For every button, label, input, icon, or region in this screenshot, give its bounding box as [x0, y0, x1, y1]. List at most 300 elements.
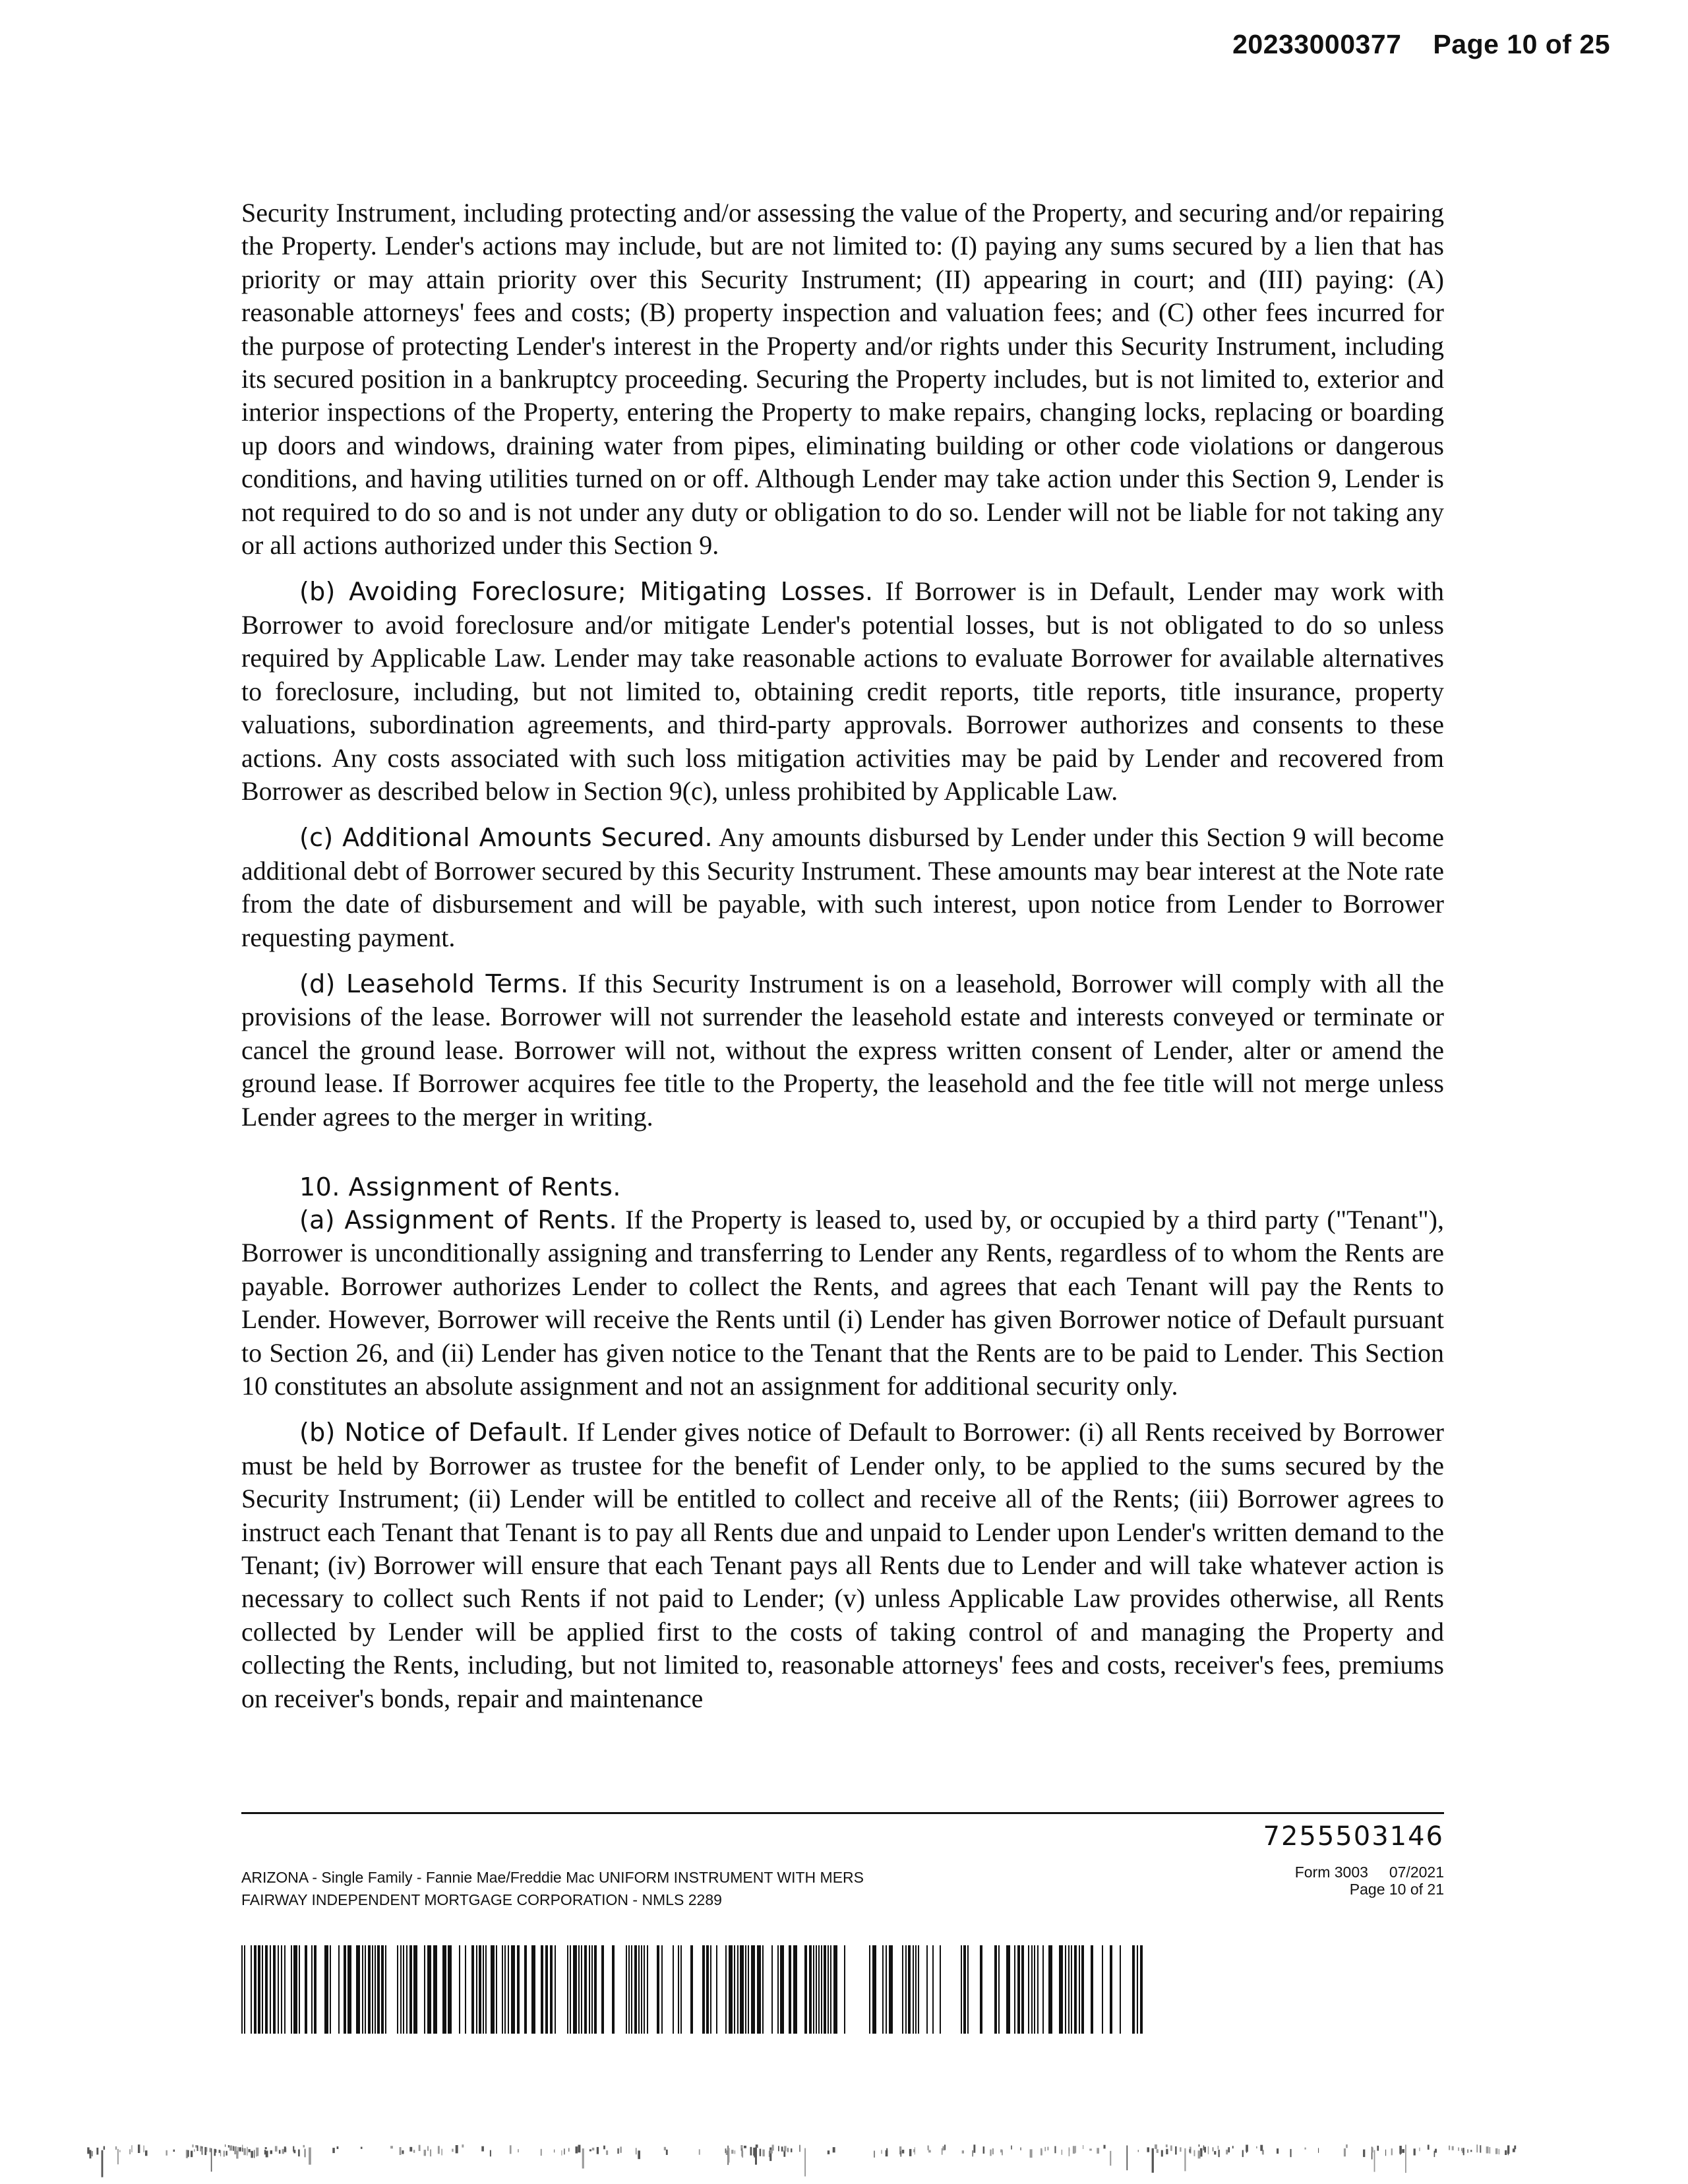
scan-artifact-mark — [1490, 2147, 1491, 2154]
scan-artifact-mark — [332, 2148, 335, 2153]
scan-artifact-mark — [87, 2147, 89, 2154]
scan-artifact-mark — [1189, 2149, 1190, 2152]
text-10a: If the Property is leased to, used by, or occupied by a third party ("Tenant"), Borrower is unconditionally assigning and transferring to Lender any Rents, regardless of to whom the Rents are payable. Borrower authorizes Lender to collect the Rents, and agrees that each Tenant will pay the Rents to Lender. However, Borrower will receive the Rents until (i) Lender has given Borrower notice of Default pursuant to Section 26, and (ii) Lender has given notice to the Tenant that the Rents are to be paid to Lender. This Section 10 constitutes an absolute assignment and not an assignment for additional security only. — [241, 1204, 1444, 1401]
scan-artifact-mark — [1463, 2148, 1464, 2155]
scan-artifact-mark — [881, 2150, 882, 2154]
text-9d: If this Security Instrument is on a leasehold, Borrower will comply with all the provisions of the lease. Borrower will not surrender the leasehold estate and interests conveyed or terminate or cancel the ground lease. Borrower will not, without the express written consent of Lender, alter or amend the ground lease. If Borrower acquires fee title to the Property, the leasehold and the fee title will not merge unless Lender agrees to the merger in writing. — [241, 968, 1444, 1132]
scan-artifact-mark — [1161, 2150, 1163, 2157]
scan-artifact-mark — [582, 2148, 584, 2168]
scan-artifact-mark — [226, 2151, 227, 2156]
barcode-bar — [442, 1945, 446, 2034]
scan-artifact-mark — [762, 2150, 764, 2157]
scan-artifact-mark — [1126, 2146, 1128, 2171]
scan-artifact-mark — [173, 2150, 175, 2152]
scan-artifact-mark — [293, 2146, 294, 2152]
scan-artifact-mark — [901, 2151, 902, 2157]
barcode-bar — [400, 1945, 402, 2034]
barcode-bar — [1068, 1945, 1070, 2034]
barcode-bar — [485, 1945, 487, 2034]
barcode-bar — [994, 1945, 997, 2034]
scan-artifact-mark — [1346, 2144, 1348, 2148]
scan-artifact-mark — [234, 2146, 237, 2154]
scan-artifact-mark — [1157, 2149, 1159, 2153]
scan-artifact-mark — [204, 2147, 206, 2155]
scan-artifact-mark — [1208, 2146, 1209, 2154]
barcode-bar — [570, 1945, 571, 2034]
barcode-bar — [872, 1945, 876, 2034]
scan-artifact-mark — [419, 2145, 421, 2151]
scan-artifact-mark — [603, 2146, 605, 2150]
barcode-bar — [1065, 1945, 1066, 2034]
barcode-bar — [591, 1945, 593, 2034]
scan-artifact-mark — [266, 2151, 268, 2158]
barcode-bar — [1037, 1945, 1039, 2034]
scan-artifact-mark — [726, 2150, 728, 2155]
scan-artifact-mark — [119, 2150, 121, 2152]
barcode-bar — [612, 1945, 615, 2034]
scan-artifact-mark — [1305, 2148, 1306, 2150]
barcode-bar — [882, 1945, 884, 2034]
scan-artifact-mark — [430, 2150, 431, 2157]
barcode-bar — [680, 1945, 682, 2034]
barcode-bar — [762, 1945, 764, 2034]
scan-artifact-mark — [282, 2149, 284, 2154]
scan-artifact-mark — [1458, 2148, 1459, 2151]
scan-artifact-mark — [1097, 2148, 1099, 2154]
scan-artifact-mark — [1104, 2145, 1106, 2149]
scan-artifact-mark — [833, 2147, 835, 2152]
scan-artifact-mark — [592, 2148, 595, 2150]
scan-artifact-mark — [1414, 2148, 1416, 2155]
barcode-bar — [424, 1945, 425, 2034]
barcode-bar — [641, 1945, 642, 2034]
scan-artifact-mark — [1385, 2150, 1386, 2156]
barcode-bar — [789, 1945, 791, 2034]
scan-artifact-mark — [1011, 2146, 1012, 2150]
scan-artifact-mark — [361, 2147, 363, 2149]
scan-artifact-mark — [755, 2147, 757, 2164]
barcode-bar — [347, 1945, 351, 2034]
barcode-bar — [381, 1945, 384, 2034]
scan-artifact-mark — [1054, 2146, 1056, 2154]
scan-artifact-mark — [973, 2144, 975, 2152]
scan-artifact-mark — [104, 2146, 105, 2150]
barcode-bar — [476, 1945, 477, 2034]
barcode-bar — [690, 1945, 693, 2034]
scan-artifact-mark — [1204, 2147, 1206, 2153]
scan-artifact-mark — [462, 2144, 464, 2148]
barcode-bar — [1071, 1945, 1072, 2034]
barcode-bar — [1120, 1945, 1121, 2034]
barcode-bar — [644, 1945, 645, 2034]
scan-artifact-mark — [1175, 2146, 1177, 2155]
scan-artifact-mark — [664, 2147, 666, 2150]
barcode-bar — [330, 1945, 331, 2034]
scan-artifact-mark — [197, 2146, 198, 2152]
scan-artifact-mark — [1505, 2150, 1507, 2155]
scan-artifact-mark — [750, 2147, 752, 2156]
barcode-bar — [365, 1945, 366, 2034]
scan-artifact-mark — [187, 2150, 189, 2157]
barcode-bar — [281, 1945, 282, 2034]
barcode-bar — [409, 1945, 412, 2034]
barcode-bar — [278, 1945, 279, 2034]
scan-artifact-mark — [568, 2148, 569, 2152]
scan-artifact-mark — [1419, 2148, 1420, 2152]
barcode-bar — [284, 1945, 286, 2034]
scan-artifact-mark — [769, 2148, 771, 2162]
barcode-bar — [496, 1945, 497, 2034]
barcode-bar — [397, 1945, 398, 2034]
footer-divider — [241, 1812, 1444, 1814]
barcode-bar — [362, 1945, 363, 2034]
scan-artifact-mark — [990, 2150, 991, 2156]
scan-artifact-mark — [541, 2149, 542, 2156]
scan-artifact-mark — [214, 2149, 216, 2156]
scan-artifact-mark — [760, 2149, 762, 2156]
barcode-bar — [631, 1945, 632, 2034]
barcode-bar — [626, 1945, 627, 2034]
barcode-bar — [780, 1945, 784, 2034]
barcode-bar — [511, 1945, 515, 2034]
scan-artifact-mark — [942, 2148, 943, 2155]
scan-artifact-mark — [90, 2150, 92, 2158]
barcode-bar — [963, 1945, 966, 2034]
barcode-bar — [517, 1945, 520, 2034]
barcode-bar — [368, 1945, 371, 2034]
barcode-bar — [961, 1945, 962, 2034]
scan-artifact-mark — [1477, 2144, 1478, 2152]
scan-artifact-mark — [129, 2149, 131, 2154]
barcode-bar — [291, 1945, 292, 2034]
barcode-bar — [524, 1945, 527, 2034]
recording-stamp — [1232, 29, 1610, 60]
barcode-bar — [940, 1945, 941, 2034]
document-body — [241, 197, 1444, 1728]
barcode-bar — [241, 1945, 243, 2034]
barcode-bar — [828, 1945, 829, 2034]
barcode-bar — [567, 1945, 568, 2034]
scan-artifact-mark — [1428, 2145, 1430, 2150]
scan-artifact-mark — [243, 2148, 246, 2156]
barcode-bar — [913, 1945, 914, 2034]
scan-artifact-mark — [778, 2146, 779, 2151]
scan-artifact-mark — [305, 2149, 306, 2158]
barcode-bar — [777, 1945, 779, 2034]
barcode-bar — [375, 1945, 376, 2034]
barcode-bar — [1028, 1945, 1029, 2034]
barcode-bar — [844, 1945, 845, 2034]
barcode-bar — [706, 1945, 709, 2034]
barcode-bar — [1031, 1945, 1033, 2034]
scan-artifact-mark — [1452, 2146, 1454, 2150]
barcode-bar — [262, 1945, 263, 2034]
barcode-bar — [661, 1945, 663, 2034]
scan-artifact-mark — [219, 2150, 220, 2153]
scan-artifact-mark — [237, 2147, 239, 2155]
barcode-bar — [427, 1945, 431, 2034]
scan-artifact-mark — [1260, 2145, 1263, 2151]
barcode-bar — [413, 1945, 417, 2034]
barcode-bar — [833, 1945, 837, 2034]
barcode-bar — [1021, 1945, 1024, 2034]
barcode-bar — [1137, 1945, 1138, 2034]
form-number: Form 3003 07/2021 — [1294, 1864, 1444, 1881]
scan-artifact-mark — [117, 2149, 119, 2164]
paragraph-10a — [241, 1203, 1444, 1403]
scan-artifact-mark — [510, 2145, 512, 2154]
scan-artifact-mark — [784, 2146, 786, 2151]
barcode-bar — [1048, 1945, 1052, 2034]
barcode-bar — [406, 1945, 407, 2034]
scan-artifact-mark — [1138, 2150, 1139, 2152]
scan-artifact-mark — [225, 2144, 226, 2147]
scan-artifact-mark — [1402, 2149, 1404, 2153]
barcode-bar — [1034, 1945, 1035, 2034]
scan-artifact-mark — [576, 2146, 578, 2153]
footer-form-info — [1295, 1864, 1444, 1898]
scan-artifact-mark — [1000, 2150, 1002, 2153]
barcode-bar — [980, 1945, 982, 2034]
scan-artifact-mark — [1147, 2147, 1150, 2152]
barcode-bar — [273, 1945, 276, 2034]
barcode-bar — [311, 1945, 313, 2034]
scan-artifact-mark — [791, 2148, 792, 2152]
scan-artifact-mark — [251, 2151, 253, 2158]
scan-artifact-mark — [731, 2150, 733, 2154]
scan-artifact-mark — [1470, 2150, 1472, 2152]
scan-artifact-mark — [145, 2150, 148, 2156]
barcode-bar — [372, 1945, 373, 2034]
scan-artifact-mark — [270, 2150, 273, 2154]
barcode-bar — [531, 1945, 535, 2034]
scan-artifact-mark — [962, 2150, 964, 2154]
barcode-bar — [504, 1945, 506, 2034]
scan-artifact-mark — [224, 2151, 225, 2157]
document-number: 20233000377 — [1232, 29, 1402, 59]
scan-artifact-mark — [201, 2148, 202, 2154]
barcode-bar — [734, 1945, 735, 2034]
barcode-bar — [305, 1945, 307, 2034]
barcode-bar — [1074, 1945, 1077, 2034]
text-9c: Any amounts disbursed by Lender under this Section 9 will become additional debt of Borrower secured by this Security Instrument. These amounts may bear interest at the Note rate from the date of disbursement and will be payable, with such interest, upon notice from Lender to Borrower requesting payment. — [241, 822, 1444, 952]
scan-artifact-mark — [242, 2148, 243, 2152]
barcode-bar — [818, 1945, 820, 2034]
barcode-bar — [293, 1945, 297, 2034]
scan-artifact-mark — [1040, 2148, 1042, 2155]
barcode-bar — [338, 1945, 340, 2034]
footer-form-description — [241, 1866, 864, 1911]
scan-artifact-mark — [1277, 2148, 1279, 2154]
scan-artifact-mark — [115, 2146, 117, 2150]
barcode-bar — [324, 1945, 328, 2034]
barcode-bar — [573, 1945, 577, 2034]
barcode-bar — [729, 1945, 733, 2034]
scan-artifact-mark — [413, 2150, 415, 2153]
scan-artifact-mark — [1405, 2144, 1406, 2173]
barcode-bar — [710, 1945, 711, 2034]
scan-artifact-mark — [606, 2150, 608, 2155]
scan-artifact-mark — [192, 2144, 193, 2147]
barcode-bar — [299, 1945, 300, 2034]
scan-artifact-mark — [666, 2150, 668, 2155]
barcode-bar — [314, 1945, 316, 2034]
scan-artifact-mark — [699, 2149, 700, 2154]
barcode-bar — [673, 1945, 674, 2034]
barcode-bar — [1059, 1945, 1063, 2034]
barcode-bar — [889, 1945, 893, 2034]
scan-artifact-mark — [233, 2146, 234, 2150]
barcode-bar — [578, 1945, 580, 2034]
barcode-bar — [634, 1945, 637, 2034]
scan-artifact-mark — [256, 2148, 258, 2156]
scan-artifact-mark — [1152, 2148, 1154, 2173]
scan-artifact-mark — [254, 2150, 255, 2158]
scan-artifact-mark — [1434, 2151, 1435, 2158]
paragraph-section-9-continued: Security Instrument, including protecting and/or assessing the value of the Property, and securing and/or repairing the Property. Lender's actions may include, but are not limited to: (I) paying any sums secured by a lien that has priority or may attain priority over this Security Instrument; (II) appearing in court; and (III) paying: (A) reasonable attorneys' fees and costs; (B) property inspection and valuation fees; and (C) other fees incurred for the purpose of protecting Lender's interest in the Property and/or rights under this Security Instrument, including its secured position in a bankruptcy proceeding. Securing the Property includes, but is not limited to, exterior and interior inspections of the Property, entering the Property to make repairs, changing locks, replacing or boarding up doors and windows, draining water from pipes, eliminating building or other code violations or dangerous conditions, and having utilities turned on or off. Although Lender may take action under this Section 9, Lender is not required to do so and is not under any duty or obligation to do so. Lender will not be liable for not taking any or all actions authorized under this Section 9. — [241, 198, 1444, 561]
scan-artifact-mark — [400, 2147, 402, 2155]
barcode-bar — [657, 1945, 659, 2034]
scan-artifact-mark — [1256, 2146, 1257, 2148]
scan-artifact-mark — [1089, 2148, 1092, 2150]
barcode-bar — [918, 1945, 919, 2034]
scan-artifact-mark — [1377, 2146, 1379, 2151]
barcode-bar — [902, 1945, 903, 2034]
scan-artifact-mark — [754, 2149, 755, 2157]
scan-artifact-mark — [1214, 2151, 1216, 2154]
scan-artifact-strip — [79, 2144, 1523, 2177]
section-10-title: 10. Assignment of Rents. — [299, 1172, 621, 1201]
scan-artifact-mark — [481, 2146, 484, 2152]
scan-artifact-mark — [578, 2145, 581, 2153]
barcode-bar — [555, 1945, 556, 2034]
barcode-bar — [751, 1945, 755, 2034]
barcode-bar — [804, 1945, 807, 2034]
barcode-bar — [377, 1945, 380, 2034]
scan-artifact-mark — [102, 2150, 104, 2177]
scan-artifact-mark — [1400, 2146, 1401, 2155]
barcode-bar — [483, 1945, 484, 2034]
barcode-bar — [821, 1945, 822, 2034]
barcode-bar — [594, 1945, 597, 2034]
barcode-bar — [448, 1945, 452, 2034]
barcode-bar — [932, 1945, 934, 2034]
scan-artifact-mark — [928, 2146, 929, 2150]
barcode-bar — [702, 1945, 705, 2034]
scan-artifact-mark — [131, 2145, 132, 2152]
scan-artifact-mark — [427, 2146, 429, 2151]
barcode-bar — [258, 1945, 260, 2034]
scan-artifact-mark — [942, 2146, 944, 2150]
scan-artifact-mark — [1374, 2150, 1375, 2172]
scan-artifact-mark — [902, 2150, 905, 2154]
scan-artifact-mark — [441, 2149, 442, 2156]
barcode-bar — [471, 1945, 474, 2034]
scan-artifact-mark — [247, 2147, 248, 2149]
barcode-bar — [628, 1945, 630, 2034]
barcode-bar — [550, 1945, 553, 2034]
barcode — [241, 1945, 1145, 2034]
scan-artifact-mark — [194, 2149, 195, 2152]
scan-artifact-mark — [1391, 2148, 1393, 2155]
barcode-bar — [771, 1945, 773, 2034]
scan-artifact-mark — [1226, 2150, 1228, 2154]
recording-page-label: Page 10 of 25 — [1433, 29, 1610, 59]
scan-artifact-mark — [1514, 2146, 1516, 2150]
scan-artifact-mark — [1044, 2147, 1046, 2151]
barcode-bar — [254, 1945, 256, 2034]
barcode-bar — [915, 1945, 917, 2034]
barcode-bar — [725, 1945, 727, 2034]
barcode-bar — [869, 1945, 870, 2034]
scan-artifact-mark — [1435, 2149, 1437, 2153]
scan-artifact-mark — [1073, 2146, 1075, 2154]
scan-artifact-mark — [309, 2148, 311, 2165]
scan-artifact-mark — [92, 2151, 93, 2156]
barcode-bar — [1006, 1945, 1010, 2034]
scan-artifact-mark — [211, 2148, 212, 2172]
scan-artifact-mark — [303, 2145, 305, 2148]
scan-artifact-mark — [983, 2146, 985, 2154]
barcode-bar — [740, 1945, 744, 2034]
scan-artifact-mark — [1508, 2151, 1509, 2156]
scan-artifact-mark — [1030, 2149, 1033, 2158]
scan-artifact-mark — [452, 2149, 454, 2152]
scan-artifact-mark — [1219, 2150, 1220, 2157]
barcode-bar — [1042, 1945, 1044, 2034]
scan-artifact-mark — [742, 2151, 743, 2158]
barcode-bar — [479, 1945, 481, 2034]
barcode-bar — [967, 1945, 969, 2034]
scan-artifact-mark — [1047, 2147, 1048, 2150]
scan-artifact-mark — [992, 2148, 994, 2154]
heading-10a: (a) Assignment of Rents. — [299, 1205, 617, 1234]
barcode-bar — [502, 1945, 503, 2034]
barcode-bar — [809, 1945, 812, 2034]
scan-artifact-mark — [456, 2145, 458, 2153]
scan-artifact-mark — [1194, 2150, 1195, 2156]
scan-artifact-mark — [1228, 2147, 1230, 2152]
scan-artifact-mark — [490, 2150, 491, 2157]
scan-artifact-mark — [1449, 2146, 1450, 2150]
scan-artifact-mark — [1290, 2149, 1292, 2157]
paragraph-10b — [241, 1416, 1444, 1715]
scan-artifact-mark — [138, 2144, 140, 2153]
scan-artifact-mark — [620, 2146, 622, 2152]
barcode-bar — [545, 1945, 548, 2034]
scan-artifact-mark — [166, 2150, 167, 2156]
barcode-bar — [1132, 1945, 1135, 2034]
barcode-bar — [678, 1945, 679, 2034]
scan-artifact-mark — [249, 2149, 251, 2152]
scan-artifact-mark — [787, 2148, 789, 2152]
scan-artifact-mark — [597, 2147, 599, 2154]
scan-artifact-mark — [337, 2146, 339, 2149]
scan-artifact-mark — [1203, 2145, 1205, 2150]
barcode-bar — [584, 1945, 587, 2034]
scan-artifact-mark — [1199, 2144, 1200, 2147]
barcode-bar — [816, 1945, 817, 2034]
text-9b: If Borrower is in Default, Lender may work with Borrower to avoid foreclosure and/or mitigate Lender's potential losses, but is not obligated to do so unless required by Applicable Law. Lender may take reasonable actions to evaluate Borrower for available alternatives to foreclosure, including, but not limited to, obtaining credit reports, title reports, title insurance, property valuations, subordination agreements, and third-party approvals. Borrower authorizes and consents to these actions. Any costs associated with such loss mitigation activities may be paid by Lender and recovered from Borrower as described below in Section 9(c), unless prohibited by Applicable Law. — [241, 576, 1444, 806]
barcode-bar — [737, 1945, 738, 2034]
barcode-bar — [251, 1945, 252, 2034]
barcode-bar — [793, 1945, 797, 2034]
scan-artifact-mark — [1020, 2148, 1021, 2150]
scan-artifact-mark — [1344, 2148, 1346, 2156]
scan-artifact-mark — [1246, 2145, 1248, 2152]
scan-artifact-mark — [206, 2147, 208, 2152]
scan-artifact-mark — [770, 2150, 773, 2154]
